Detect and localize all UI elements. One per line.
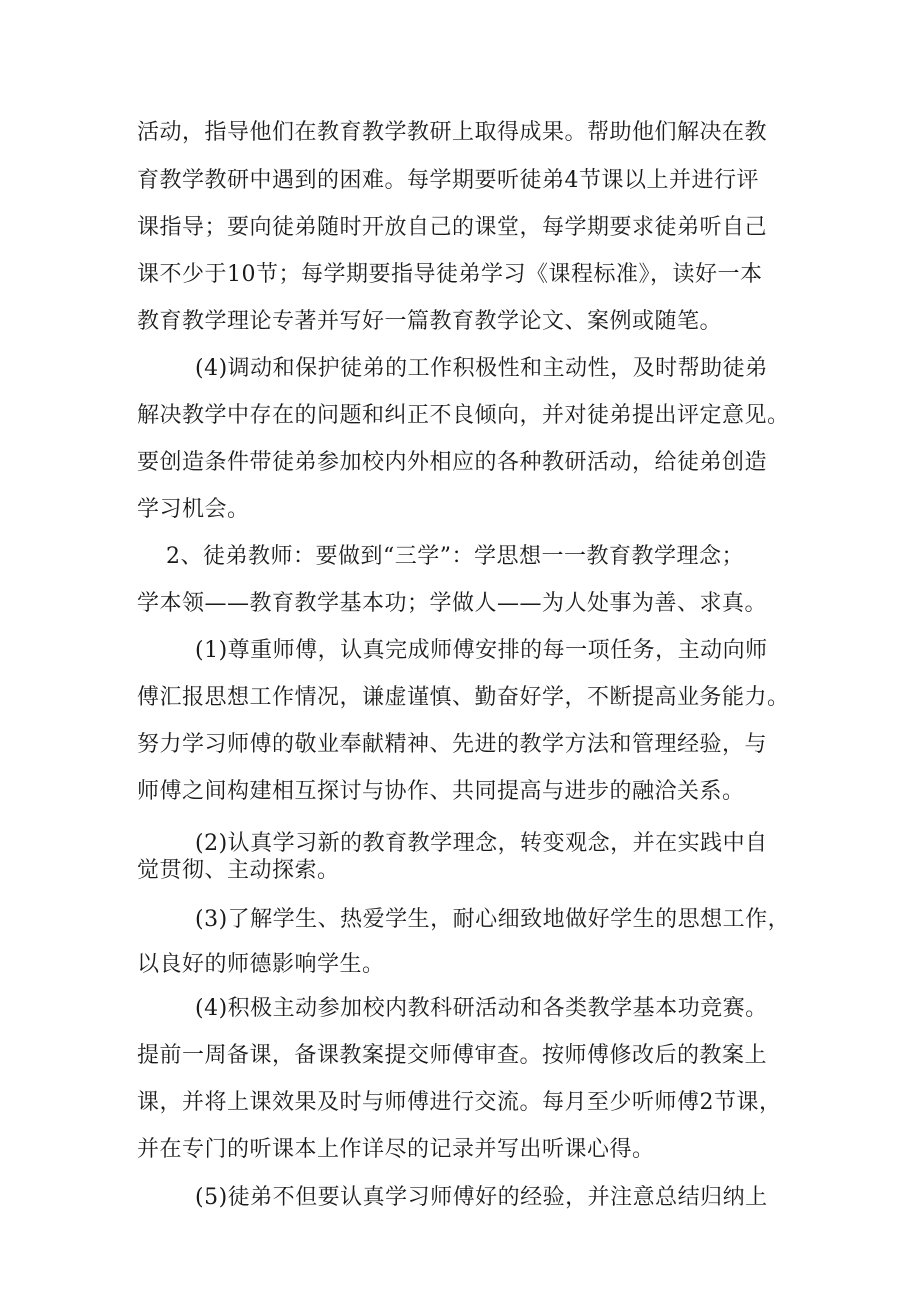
text-line: 努力学习师傅的敬业奉献精神、先进的教学方法和管理经验，与 [137, 732, 768, 757]
text-line: 解决教学中存在的问题和纠正不良倾向，并对徒弟提出评定意见。 [137, 403, 790, 428]
text-line: 师傅之间构建相互探讨与协作、共同提高与进步的融洽关系。 [137, 779, 745, 804]
text-line: 育教学教研中遇到的困难。每学期要听徒弟4节课以上并进行评 [137, 168, 759, 193]
text-line: 并在专门的听课本上作详尽的记录并写出听课心得。 [137, 1137, 655, 1162]
text-line: 活动，指导他们在教育教学教研上取得成果。帮助他们解决在教 [137, 120, 768, 145]
text-line: 课，并将上课效果及时与师傅进行交流。每月至少听师傅2节课， [137, 1090, 782, 1115]
paragraph-start: (4)积极主动参加校内教科研活动和各类教学基本功竞赛。 [195, 996, 768, 1021]
paragraph-start: (3)了解学生、热爱学生，耐心细致地做好学生的思想工作， [195, 907, 791, 932]
text-line: 觉贯彻、主动探索。 [137, 858, 340, 883]
text-line: 傅汇报思想工作情况，谦虚谨慎、勤奋好学，不断提高业务能力。 [137, 685, 790, 710]
text-line: 以良好的师德影响学生。 [137, 952, 385, 977]
paragraph-start: (5)徒弟不但要认真学习师傅好的经验，并注意总结归纳上 [195, 1185, 768, 1210]
text-line: 教育教学理论专著并写好一篇教育教学论文、案例或随笔。 [137, 309, 723, 334]
text-line: 课指导；要向徒弟随时开放自己的课堂，每学期要求徒弟听自己 [137, 215, 768, 240]
paragraph-start: (4)调动和保护徒弟的工作积极性和主动性，及时帮助徒弟 [195, 356, 768, 381]
section-heading: 2、徒弟教师：要做到“三学”：学思想一一教育教学理念； [166, 544, 744, 569]
paragraph-start: (2)认真学习新的教育教学理念，转变观念，并在实践中自 [195, 831, 768, 856]
text-line: 学本领——教育教学基本功；学做人——为人处事为善、求真。 [137, 591, 768, 616]
paragraph-start: (1)尊重师傅，认真完成师傅安排的每一项任务，主动向师 [195, 638, 768, 663]
text-line: 学习机会。 [137, 497, 250, 522]
text-line: 课不少于10节；每学期要指导徒弟学习《课程标准》，读好一本 [137, 262, 763, 287]
text-line: 提前一周备课，备课教案提交师傅审查。按师傅修改后的教案上 [137, 1043, 768, 1068]
text-line: 要创造条件带徒弟参加校内外相应的各种教研活动，给徒弟创造 [137, 450, 768, 475]
